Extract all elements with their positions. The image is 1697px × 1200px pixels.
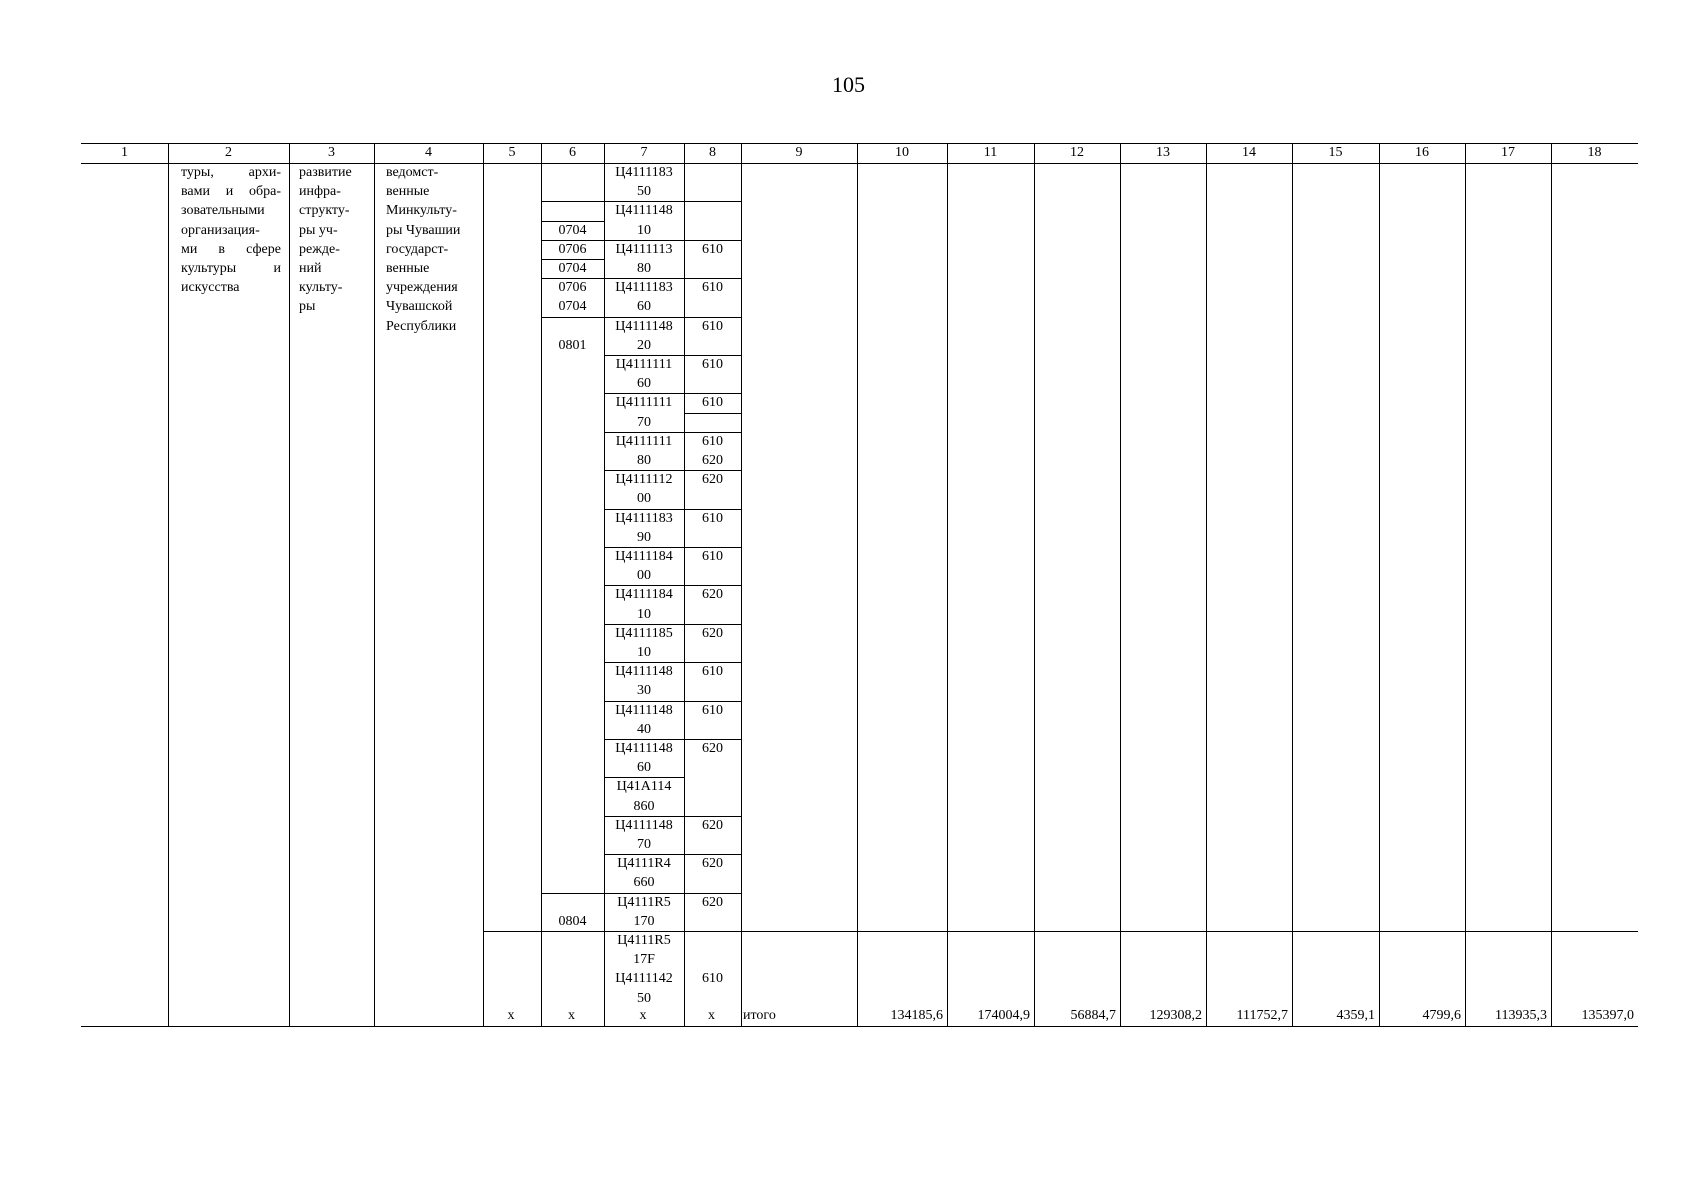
col3-text bbox=[299, 163, 369, 317]
col3-line: инфра- bbox=[299, 184, 341, 200]
header-col-2: 2 bbox=[225, 145, 232, 160]
target-code: Ц4111184 bbox=[615, 549, 673, 564]
target-code: Ц4111184 bbox=[615, 587, 673, 603]
header-col-17: 17 bbox=[1501, 145, 1515, 160]
expense-type: 610 bbox=[702, 971, 723, 987]
target-code: Ц4111148 bbox=[615, 318, 673, 334]
target-code: 50 bbox=[637, 184, 651, 200]
target-code: 80 bbox=[637, 453, 651, 468]
col2-line: культуры и bbox=[181, 261, 281, 277]
section-code: 0804 bbox=[558, 913, 587, 929]
col6-rule bbox=[541, 317, 604, 318]
col2-text bbox=[181, 163, 281, 297]
total-value: 134185,6 bbox=[890, 1008, 943, 1023]
expense-type: 610 bbox=[702, 318, 723, 334]
col3-line: развитие bbox=[299, 165, 352, 180]
col8-rule bbox=[684, 201, 741, 202]
expense-type: 620 bbox=[702, 856, 723, 872]
total-value: 111752,7 bbox=[1236, 1008, 1288, 1023]
target-code: 00 bbox=[637, 568, 651, 584]
col3-line: структу- bbox=[299, 203, 350, 219]
col3-line: ры bbox=[299, 299, 316, 315]
col8-rule bbox=[684, 413, 741, 414]
target-code: Ц4111111 bbox=[615, 433, 673, 449]
col2-line: вами и обра- bbox=[181, 184, 281, 200]
total-value: 174004,9 bbox=[977, 1008, 1030, 1023]
col4-line: учреждения bbox=[386, 280, 458, 296]
col2-line: зовательными bbox=[181, 203, 265, 219]
expense-type: 610 bbox=[702, 357, 723, 372]
target-code: 17F bbox=[633, 952, 655, 968]
header-col-13: 13 bbox=[1156, 145, 1170, 160]
section-code: 0706 bbox=[558, 241, 587, 257]
col2-line: организация- bbox=[181, 222, 260, 238]
col4-line: ры Чувашии bbox=[386, 222, 461, 238]
expense-type: 610 bbox=[702, 433, 723, 449]
target-code: Ц4111148 bbox=[615, 702, 673, 718]
target-code: Ц4111148 bbox=[615, 741, 673, 756]
column-rule bbox=[289, 143, 290, 1026]
total-col5: х bbox=[507, 1008, 515, 1023]
col2-line: туры, архи- bbox=[181, 165, 281, 180]
header-col-12: 12 bbox=[1070, 145, 1084, 160]
expense-type: 620 bbox=[702, 453, 723, 468]
total-value: 135397,0 bbox=[1581, 1008, 1634, 1023]
col3-line: режде- bbox=[299, 241, 340, 257]
section-code: 0801 bbox=[558, 337, 587, 353]
col4-line: ведомст- bbox=[386, 165, 439, 180]
target-code: 90 bbox=[637, 529, 651, 545]
header-col-7: 7 bbox=[640, 145, 648, 160]
column-rule bbox=[741, 143, 742, 1026]
target-code: Ц4111111 bbox=[615, 395, 673, 411]
expense-type: 610 bbox=[702, 280, 723, 296]
header-col-14: 14 bbox=[1242, 145, 1256, 160]
total-value: 4359,1 bbox=[1336, 1008, 1375, 1023]
target-code: 60 bbox=[637, 299, 651, 315]
target-code: Ц4111142 bbox=[615, 971, 673, 987]
col4-text bbox=[386, 163, 481, 336]
column-rule bbox=[1292, 143, 1293, 1026]
target-code: Ц4111148 bbox=[615, 203, 673, 219]
column-rule bbox=[483, 143, 484, 1026]
col4-line: венные bbox=[386, 261, 430, 277]
expense-type: 610 bbox=[702, 664, 723, 680]
target-code: 70 bbox=[637, 414, 651, 430]
target-code: Ц4111112 bbox=[615, 472, 673, 488]
target-code: Ц4111R4 bbox=[617, 856, 671, 872]
target-code: 10 bbox=[637, 222, 651, 238]
col3-line: ний bbox=[299, 261, 322, 277]
header-col-1: 1 bbox=[121, 145, 128, 160]
target-code: 50 bbox=[637, 990, 651, 1006]
column-rule bbox=[1465, 143, 1466, 1026]
target-code: 60 bbox=[637, 760, 651, 776]
total-value: 113935,3 bbox=[1495, 1008, 1547, 1023]
target-code: Ц4111185 bbox=[615, 625, 673, 641]
target-code: Ц4111183 bbox=[615, 280, 673, 296]
total-value: 56884,7 bbox=[1070, 1008, 1116, 1023]
column-rule bbox=[168, 143, 169, 1026]
header-col-16: 16 bbox=[1415, 145, 1429, 160]
column-rule bbox=[374, 143, 375, 1026]
target-code: Ц4111183 bbox=[615, 510, 673, 526]
expense-type: 620 bbox=[702, 894, 723, 910]
target-code: Ц41А114 bbox=[616, 779, 672, 795]
target-code: 10 bbox=[637, 606, 651, 622]
target-code: 60 bbox=[637, 376, 651, 392]
col3-line: культу- bbox=[299, 280, 343, 296]
column-rule bbox=[1120, 143, 1121, 1026]
expense-type: 620 bbox=[702, 741, 723, 756]
expense-type: 610 bbox=[702, 702, 723, 718]
expense-type: 620 bbox=[702, 625, 723, 641]
target-code: 00 bbox=[637, 491, 651, 507]
section-code: 0706 bbox=[558, 280, 587, 296]
col4-line: Минкульту- bbox=[386, 203, 457, 219]
total-col7: х bbox=[639, 1008, 647, 1023]
expense-type: 610 bbox=[702, 241, 723, 257]
header-col-18: 18 bbox=[1587, 145, 1602, 160]
col6-rule bbox=[541, 893, 604, 894]
header-col-15: 15 bbox=[1328, 145, 1343, 160]
column-rule bbox=[857, 143, 858, 1026]
target-code: 80 bbox=[637, 261, 651, 276]
expense-type: 620 bbox=[702, 587, 723, 603]
header-col-4: 4 bbox=[425, 145, 432, 160]
total-value: 129308,2 bbox=[1149, 1008, 1202, 1023]
table-bottom-rule bbox=[81, 1026, 1638, 1027]
target-code: 10 bbox=[637, 645, 651, 660]
total-col6: х bbox=[568, 1008, 575, 1023]
target-code: Ц4111148 bbox=[615, 817, 673, 833]
target-code: Ц4111R5 bbox=[617, 894, 671, 910]
section-code: 0704 bbox=[558, 222, 587, 238]
column-rule bbox=[947, 143, 948, 1026]
expense-type: 620 bbox=[702, 472, 723, 488]
header-col-10: 10 bbox=[895, 145, 909, 160]
target-code: 30 bbox=[637, 683, 651, 699]
target-code: Ц4111148 bbox=[615, 664, 673, 680]
section-code: 0704 bbox=[558, 299, 587, 315]
col3-line: ры уч- bbox=[299, 222, 338, 238]
column-rule bbox=[1551, 143, 1552, 1026]
col4-line: государст- bbox=[386, 241, 449, 257]
header-col-9: 9 bbox=[795, 145, 803, 160]
header-col-5: 5 bbox=[508, 145, 516, 160]
col2-line: искусства bbox=[181, 280, 240, 296]
header-col-3: 3 bbox=[328, 145, 335, 160]
total-col8: х bbox=[708, 1008, 715, 1023]
target-code: Ц4111111 bbox=[615, 357, 673, 372]
column-rule bbox=[1206, 143, 1207, 1026]
section-code: 0704 bbox=[558, 261, 587, 276]
header-col-6: 6 bbox=[569, 145, 576, 160]
total-value: 4799,6 bbox=[1422, 1008, 1461, 1023]
target-code: 70 bbox=[637, 837, 651, 852]
col4-line: венные bbox=[386, 184, 430, 200]
col4-line: Чувашской bbox=[386, 299, 453, 315]
target-code: 170 bbox=[633, 913, 655, 929]
target-code: 40 bbox=[637, 721, 651, 737]
target-code: 860 bbox=[633, 798, 655, 814]
page-number: 105 bbox=[832, 72, 865, 97]
target-code: 660 bbox=[633, 875, 655, 891]
column-rule bbox=[1034, 143, 1035, 1026]
expense-type: 620 bbox=[702, 817, 723, 833]
column-rule bbox=[1379, 143, 1380, 1026]
col6-rule bbox=[541, 201, 604, 202]
col4-line: Республики bbox=[386, 318, 457, 334]
expense-type: 610 bbox=[702, 395, 723, 411]
col2-line: ми в сфере bbox=[181, 241, 281, 257]
target-code: Ц4111113 bbox=[615, 241, 673, 257]
total-label: итого bbox=[743, 1008, 776, 1023]
expense-type: 610 bbox=[702, 510, 723, 526]
target-code: 20 bbox=[637, 337, 651, 353]
target-code: Ц4111183 bbox=[615, 165, 673, 180]
target-code: Ц4111R5 bbox=[617, 933, 671, 948]
header-col-11: 11 bbox=[983, 145, 998, 160]
expense-type: 610 bbox=[702, 549, 723, 564]
header-col-8: 8 bbox=[709, 145, 716, 160]
